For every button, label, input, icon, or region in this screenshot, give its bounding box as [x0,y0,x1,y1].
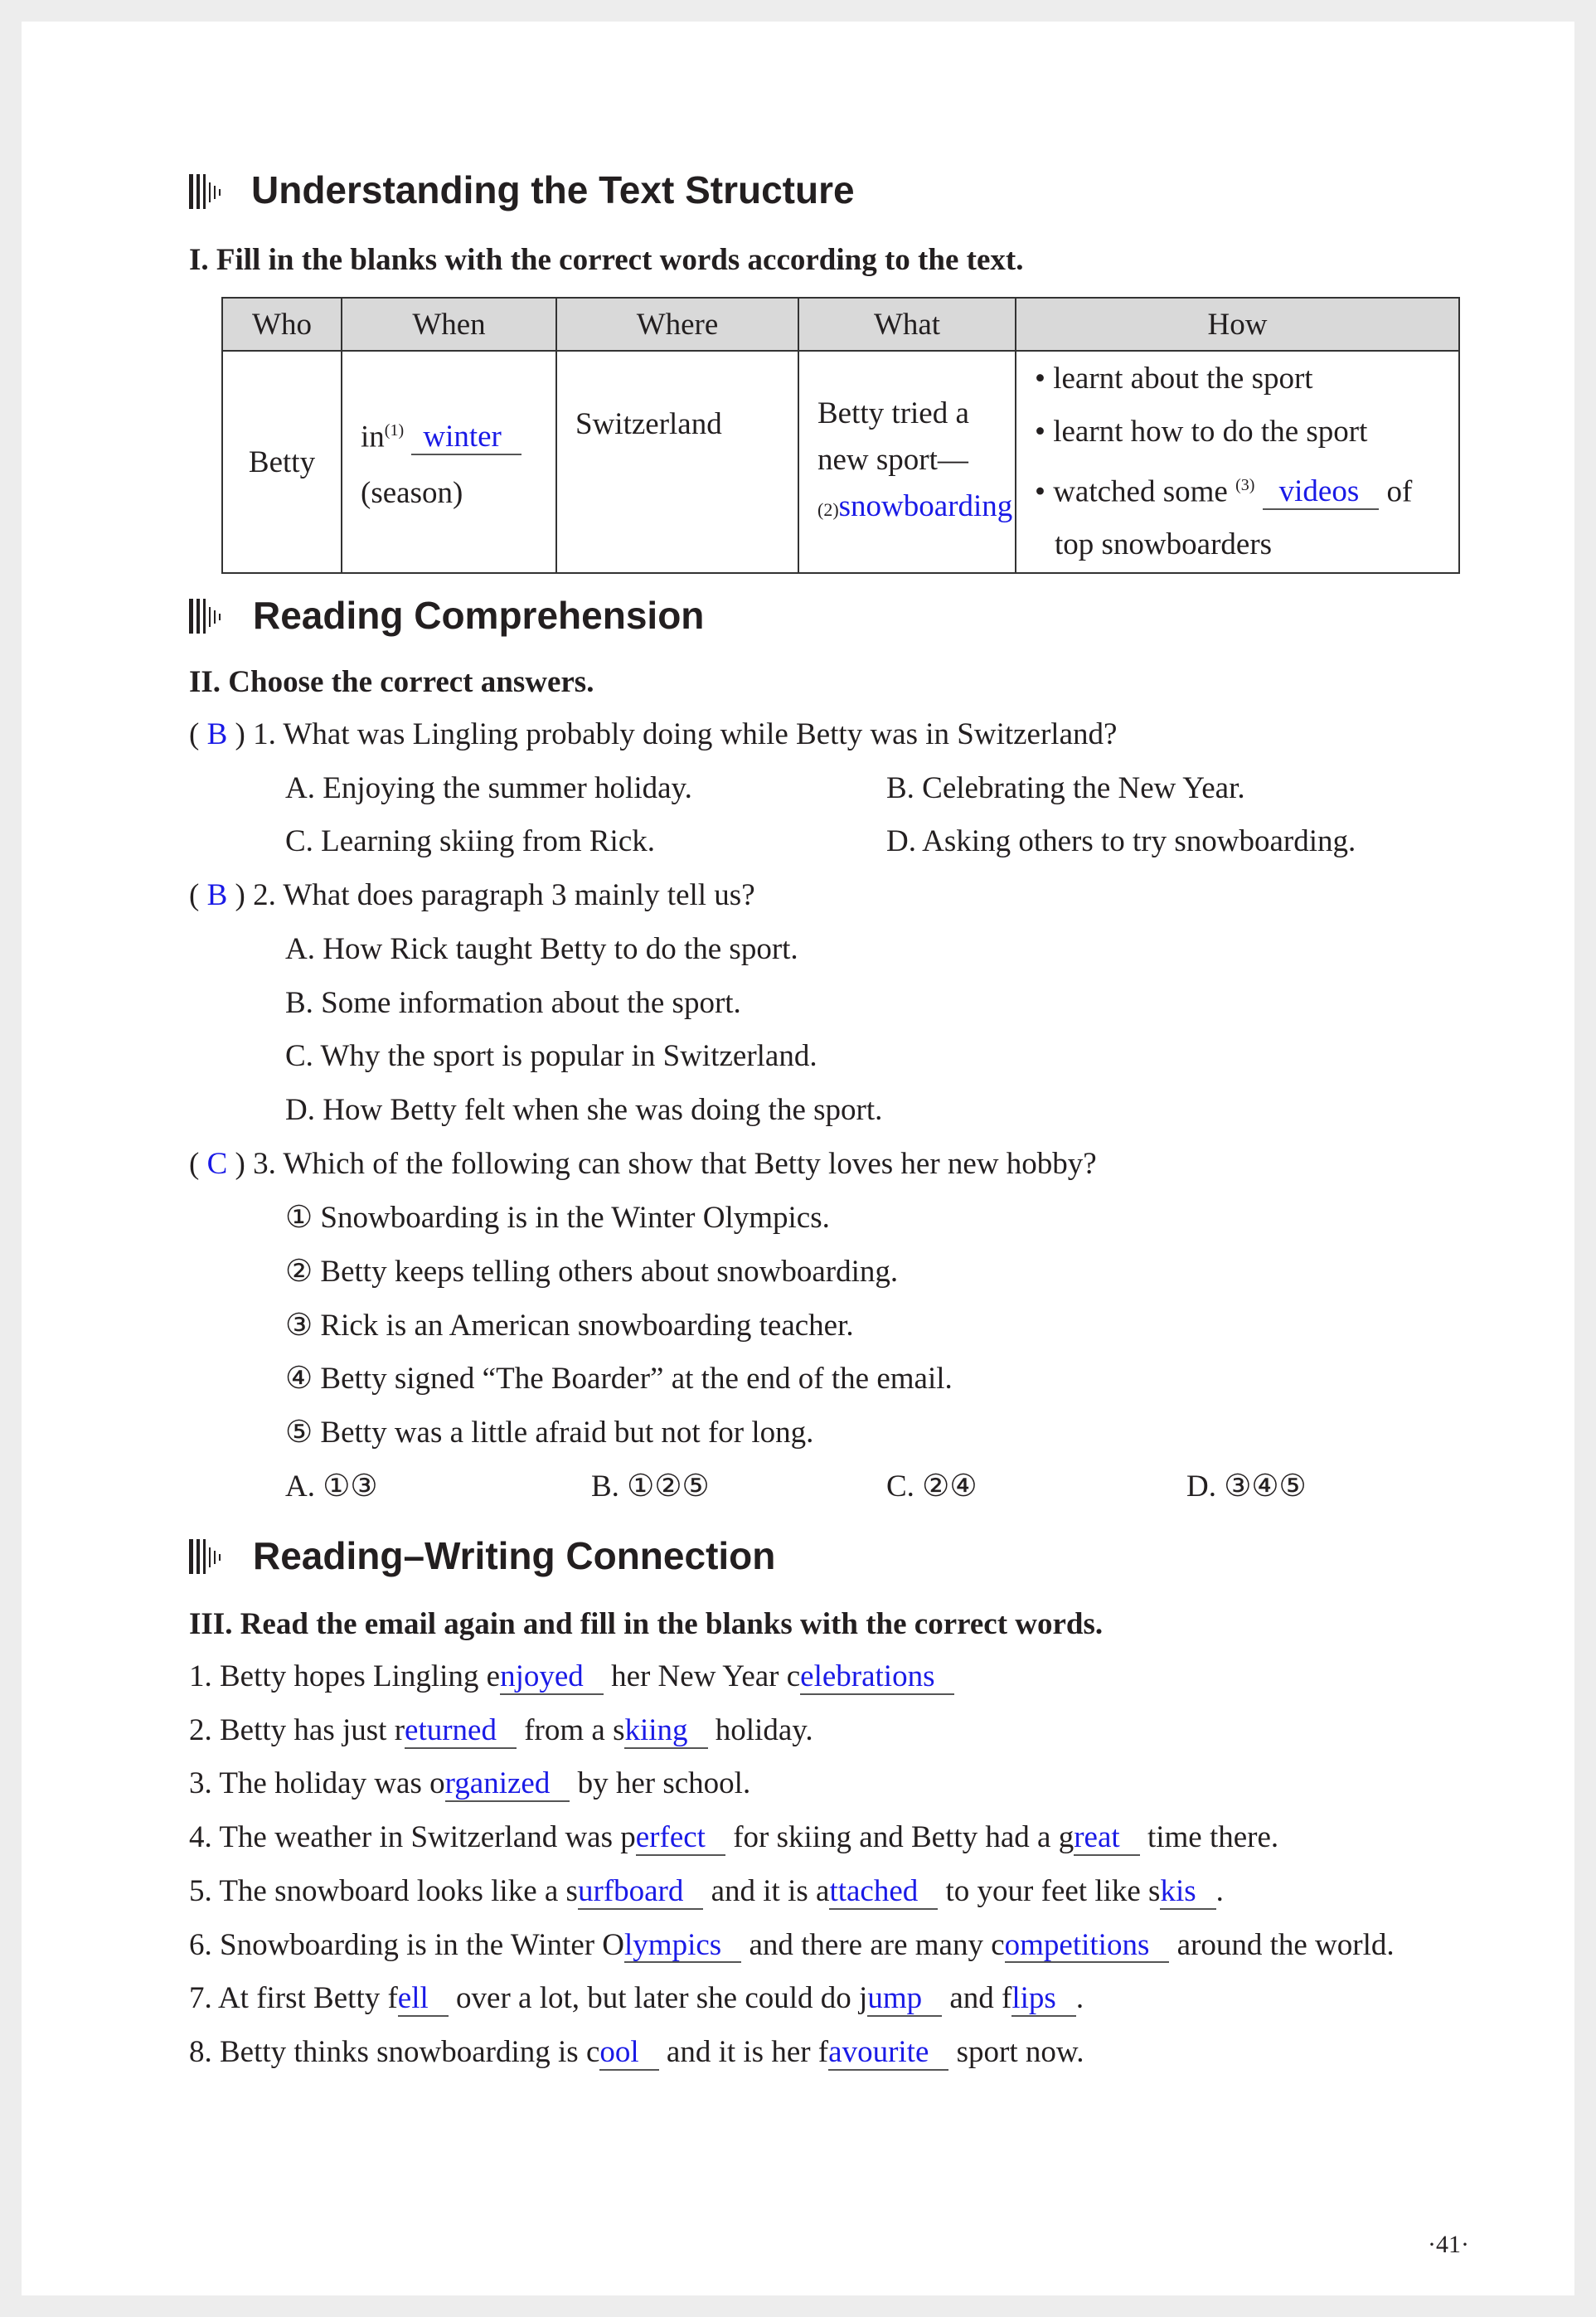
section-heading-reading-writing: Reading–Writing Connection [253,1534,776,1577]
header-when: When [342,298,556,351]
option-d[interactable]: D. Asking others to try snowboarding. [886,824,1356,859]
section-bars-icon [189,599,226,634]
item-text: to your feet like s [938,1873,1161,1908]
how-of: of [1386,474,1413,509]
item-text: around the world. [1169,1927,1395,1962]
fill-in-item [189,1873,1224,1910]
fill-in-item [189,1819,1278,1856]
statement: ① Snowboarding is in the Winter Olympics. [285,1201,830,1236]
item-text: 8. Betty thinks snowboarding is c [189,2034,600,2069]
header-what: What [798,298,1016,351]
option-c[interactable]: C. Why the sport is popular in Switzerland. [285,1039,817,1074]
answer-blank[interactable]: ump [867,1983,942,2017]
selected-answer[interactable]: B [206,717,228,751]
how-item: top snowboarders [1055,527,1273,562]
item-text: and f [942,1981,1012,2016]
answer-blank[interactable]: ell [398,1983,449,2017]
answer-blank[interactable]: urfboard [578,1876,703,1910]
item-text: sport now. [948,2034,1084,2069]
item-text: her New Year c [603,1659,801,1693]
item-text: 2. Betty has just r [189,1712,405,1747]
question-q1: ( B ) 1. What was Lingling probably doing while Betty was in Switzerland? [189,717,1118,751]
item-text: . [1215,1873,1224,1908]
answer-winter[interactable]: winter [411,421,521,455]
answer-blank[interactable]: erfect [636,1822,725,1856]
answer-blank[interactable]: reat [1074,1822,1139,1856]
item-text: 5. The snowboard looks like a s [189,1873,578,1908]
cell-how [1016,351,1459,573]
cell-what [798,351,1016,573]
item-text: for skiing and Betty had a g [725,1820,1075,1855]
option-a[interactable]: A. Enjoying the summer holiday. [285,770,692,805]
fill-in-item [189,1712,813,1749]
how-item: • learnt about the sport [1035,362,1313,396]
answer-blank[interactable]: avourite [828,2037,948,2071]
item-text: over a lot, but later she could do j [448,1981,868,2016]
item-text: from a s [516,1712,625,1747]
option-d[interactable]: D. How Betty felt when she was doing the sport. [285,1092,883,1127]
instruction-3: III. Read the email again and fill in the blanks with the correct words. [189,1607,1104,1641]
fill-in-item [189,2034,1084,2071]
blank-number: (1) [384,421,405,440]
question-text: 3. Which of the following can show that Betty loves her new hobby? [253,1146,1097,1181]
statement: ④ Betty signed “The Boarder” at the end of the email. [285,1362,953,1397]
option-b[interactable]: B. Some information about the sport. [285,985,741,1020]
question-text: 2. What does paragraph 3 mainly tell us? [253,878,755,913]
question-text: 1. What was Lingling probably doing while Betty was in Switzerland? [253,717,1118,751]
answer-blank[interactable]: kis [1160,1876,1215,1910]
how-item: • learnt how to do the sport [1035,415,1368,449]
blank-number: (3) [1235,476,1255,494]
item-text: holiday. [707,1712,813,1747]
item-text: and it is her f [658,2034,829,2069]
statement: ② Betty keeps telling others about snowboarding. [285,1255,899,1289]
item-text: 1. Betty hopes Lingling e [189,1659,501,1693]
blank-number: (2) [817,499,839,521]
question-q3: ( C ) 3. Which of the following can show that Betty loves her new hobby? [189,1146,1097,1181]
item-text: and it is a [703,1873,830,1908]
item-text: 6. Snowboarding is in the Winter O [189,1927,625,1962]
header-where: Where [556,298,798,351]
option-a[interactable]: A. How Rick taught Betty to do the sport. [285,931,798,966]
header-how: How [1016,298,1459,351]
how-item: • watched some [1035,474,1228,509]
cell-who: Betty [222,351,342,573]
item-text: 4. The weather in Switzerland was p [189,1820,636,1855]
answer-blank[interactable]: kiing [624,1715,707,1749]
answer-snowboarding[interactable]: snowboarding [838,489,1013,524]
item-text: by her school. [570,1766,751,1801]
statement: ③ Rick is an American snowboarding teacher. [285,1308,854,1343]
answer-blank[interactable]: ool [599,2037,658,2071]
fill-in-item [189,1927,1395,1964]
section-bars-icon [189,1539,226,1574]
what-line2: new sport— [817,443,968,478]
section-bars-icon [189,174,226,209]
option-b[interactable]: B. Celebrating the New Year. [886,770,1245,805]
option-c[interactable]: C. Learning skiing from Rick. [285,824,655,859]
item-text: and there are many c [741,1927,1005,1962]
page-number: ·41· [1428,2231,1469,2258]
item-text: . [1075,1981,1084,2016]
item-text: 3. The holiday was o [189,1766,445,1801]
answer-blank[interactable]: lympics [624,1930,741,1964]
fill-in-item [189,1980,1084,2017]
item-text: time there. [1139,1820,1279,1855]
selected-answer[interactable]: C [206,1146,228,1181]
selected-answer[interactable]: B [206,878,228,913]
cell-where: Switzerland [556,351,798,573]
answer-blank[interactable]: eturned [405,1715,517,1749]
what-line1: Betty tried a [817,396,969,431]
answer-blank[interactable]: ompetitions [1005,1930,1170,1964]
question-q2: ( B ) 2. What does paragraph 3 mainly tell us? [189,878,755,913]
option-a[interactable]: A. ①③ [285,1469,378,1503]
instruction-2: II. Choose the correct answers. [189,665,594,699]
item-text: 7. At first Betty f [189,1981,398,2016]
statement: ⑤ Betty was a little afraid but not for long. [285,1416,814,1450]
fill-in-item [189,1659,954,1695]
answer-blank[interactable]: ttached [829,1876,938,1910]
answer-blank[interactable]: lips [1011,1983,1075,2017]
answer-videos[interactable]: videos [1263,476,1380,510]
when-suffix: (season) [361,476,463,511]
answer-blank[interactable]: njoyed [500,1661,604,1695]
cell-when [342,351,556,573]
option-c[interactable]: C. ②④ [886,1469,977,1503]
instruction-1: I. Fill in the blanks with the correct words according to the text. [189,243,1024,277]
answer-blank[interactable]: rganized [445,1768,570,1802]
section-heading-reading-comprehension: Reading Comprehension [253,594,705,637]
fill-in-item [189,1766,750,1802]
option-d[interactable]: D. ③④⑤ [1186,1469,1307,1503]
header-who: Who [222,298,342,351]
option-b[interactable]: B. ①②⑤ [591,1469,710,1503]
section-heading-text-structure: Understanding the Text Structure [251,168,855,211]
when-prefix: in [361,420,385,454]
answer-blank[interactable]: elebrations [800,1661,954,1695]
text-structure-table [221,297,1460,574]
